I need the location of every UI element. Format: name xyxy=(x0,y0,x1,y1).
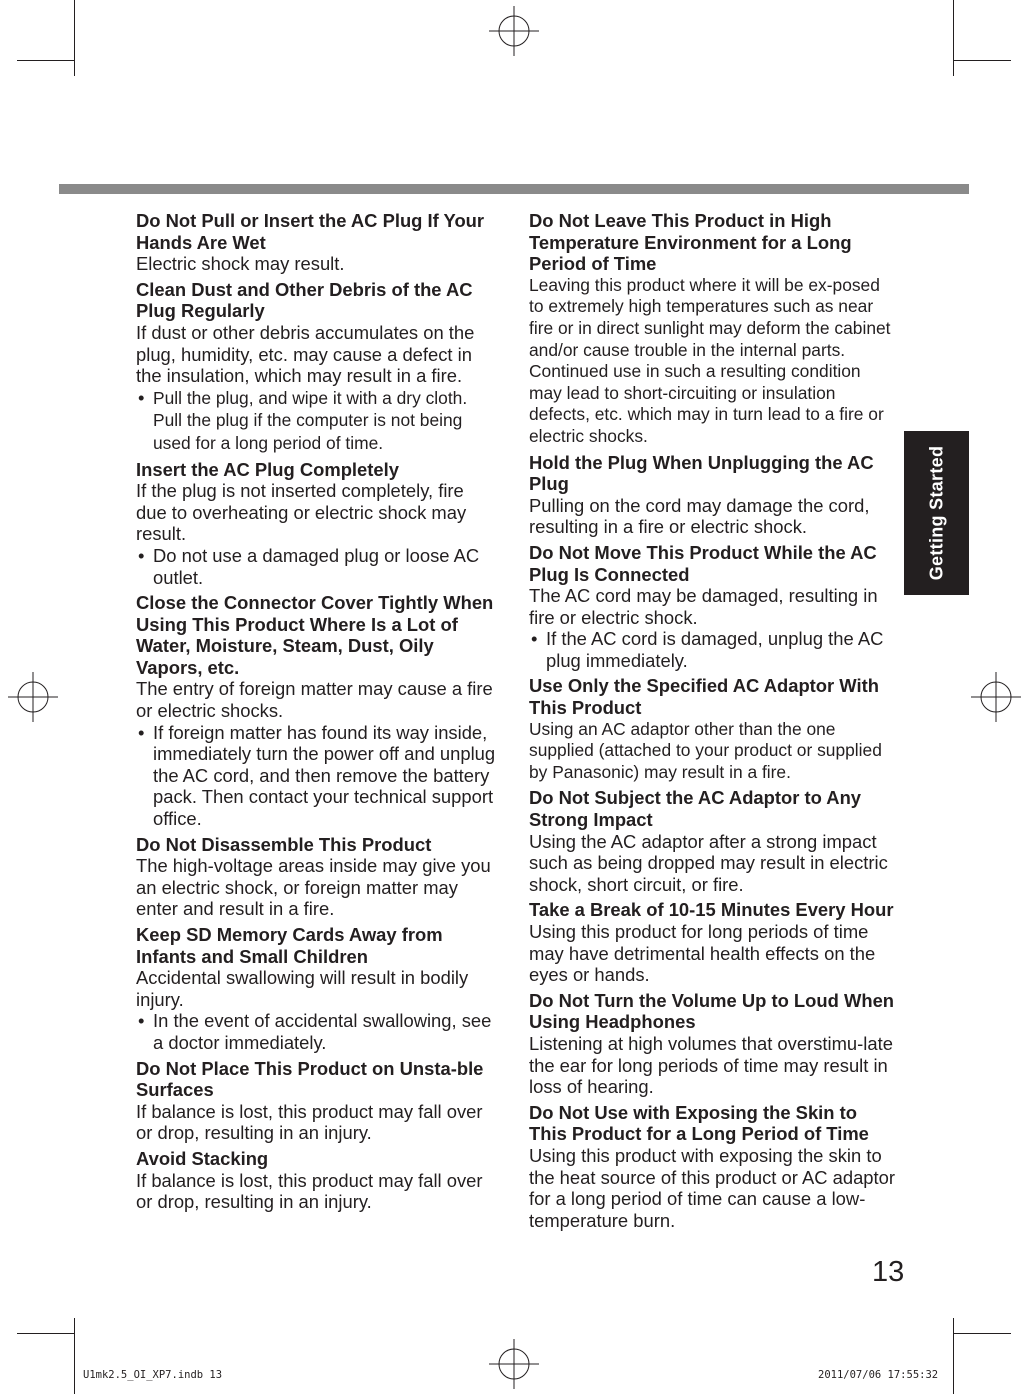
section-body: Using the AC adaptor after a strong impact such as being dropped may result in electric shock, short circuit, or fire. xyxy=(529,830,888,895)
registration-mark-icon xyxy=(8,672,58,722)
slug-datetime: 2011/07/06 17:55:32 xyxy=(818,1369,939,1381)
section-body: Leaving this product where it will be ex-posed to extremely high temperatures such as near fire or in direct sunlight may deform the cabinet and/or cause trouble in the internal parts. Continued use in such a resulting condition may lead to short-circuiting or insulation defects, etc. which may in turn lead to a fire or electric shocks. xyxy=(529,274,891,446)
section-body: Pulling on the cord may damage the cord, resulting in a fire or electric shock. xyxy=(529,494,870,538)
section xyxy=(529,990,895,1098)
section-body: If balance is lost, this product may fall over or drop, resulting in an injury. xyxy=(136,1100,483,1144)
section-heading: Avoid Stacking xyxy=(136,1147,269,1169)
section xyxy=(529,787,895,895)
section xyxy=(529,1102,895,1232)
bullet-icon: • xyxy=(138,386,145,408)
bullet-icon: • xyxy=(138,1010,145,1032)
bullet-item xyxy=(136,1010,498,1053)
side-tab xyxy=(904,431,969,595)
crop-mark xyxy=(74,1318,75,1394)
right-column xyxy=(529,210,895,1235)
section-body: The high-voltage areas inside may give you an electric shock, or foreign matter may enter and result in a fire. xyxy=(136,855,491,920)
crop-mark xyxy=(953,1318,954,1394)
section-body: Using this product for long periods of time may have detrimental health effects on the eyes or hands. xyxy=(529,921,876,986)
left-column xyxy=(136,210,498,1217)
section xyxy=(529,899,895,985)
section-body: Using this product with exposing the skin to the heat source of this product or AC adaptor for a long period of time can cause a low-temperature burn. xyxy=(529,1144,895,1231)
section-body: The entry of foreign matter may cause a fire or electric shocks. xyxy=(136,678,493,722)
section-heading: Do Not Pull or Insert the AC Plug If Your Hands Are Wet xyxy=(136,210,485,253)
section-body: If balance is lost, this product may fall over or drop, resulting in an injury. xyxy=(136,1169,483,1213)
section xyxy=(136,1058,498,1144)
section-body: Listening at high volumes that overstimu-late the ear for long periods of time may result in loss of hearing. xyxy=(529,1032,893,1098)
section-heading: Take a Break of 10-15 Minutes Every Hour xyxy=(529,899,894,921)
section xyxy=(136,459,498,589)
section xyxy=(529,675,895,783)
page-number: 13 xyxy=(872,1256,905,1288)
section-heading: Do Not Disassemble This Product xyxy=(136,833,432,855)
registration-mark-icon xyxy=(489,1339,539,1389)
bullet-item xyxy=(136,387,498,455)
section-body: Using an AC adaptor other than the one supplied (attached to your product or supplied by Panasonic) may result in a fire. xyxy=(529,718,882,782)
section-heading: Do Not Turn the Volume Up to Loud When Using Headphones xyxy=(529,989,895,1033)
section xyxy=(136,279,498,455)
section-heading: Do Not Leave This Product in High Temperature Environment for a Long Period of Time xyxy=(529,210,852,275)
bullet-item xyxy=(136,545,498,588)
section-heading: Keep SD Memory Cards Away from Infants and Small Children xyxy=(136,924,443,967)
registration-mark-icon xyxy=(489,6,539,56)
section xyxy=(136,834,498,920)
bullet-icon: • xyxy=(138,721,145,743)
crop-mark xyxy=(74,0,75,76)
crop-mark xyxy=(953,0,954,76)
section-body: If dust or other debris accumulates on the plug, humidity, etc. may cause a defect in the insulation, which may result in a fire. xyxy=(136,321,475,387)
bullet-text: Pull the plug, and wipe it with a dry cloth. Pull the plug if the computer is not being used for a long period of time. xyxy=(153,387,468,453)
crop-mark xyxy=(17,1333,75,1334)
section xyxy=(136,924,498,1054)
crop-mark xyxy=(953,1333,1011,1334)
crop-mark xyxy=(953,60,1011,61)
section xyxy=(529,452,895,538)
section-body: Electric shock may result. xyxy=(136,253,345,275)
bullet-icon: • xyxy=(138,544,145,566)
section-heading: Hold the Plug When Unplugging the AC Plug xyxy=(529,451,874,495)
crop-mark xyxy=(17,60,75,61)
section-body: The AC cord may be damaged, resulting in fire or electric shock. xyxy=(529,585,878,628)
bullet-item xyxy=(136,722,498,830)
section-heading: Do Not Subject the AC Adaptor to Any Strong Impact xyxy=(529,787,862,831)
section-heading: Do Not Move This Product While the AC Plug Is Connected xyxy=(529,541,877,585)
section xyxy=(529,210,895,448)
section-heading: Use Only the Specified AC Adaptor With This Product xyxy=(529,675,879,719)
section xyxy=(529,542,895,672)
bullet-item xyxy=(529,628,895,671)
section-body: If the plug is not inserted completely, fire due to overheating or electric shock may result. xyxy=(136,480,467,545)
section-body: Accidental swallowing will result in bodily injury. xyxy=(136,967,469,1010)
section-heading: Do Not Place This Product on Unsta-ble Surfaces xyxy=(136,1057,484,1101)
side-tab-label: Getting Started xyxy=(926,445,946,581)
section xyxy=(136,1148,498,1213)
bullet-text: Do not use a damaged plug or loose AC outlet. xyxy=(153,544,480,588)
header-rule xyxy=(59,184,969,194)
section-heading: Close the Connector Cover Tightly When Using This Product Where Is a Lot of Water, Moisture, Steam, Dust, Oily Vapors, etc. xyxy=(136,592,494,678)
section-heading: Do Not Use with Exposing the Skin to This Product for a Long Period of Time xyxy=(529,1101,869,1145)
slug-file: U1mk2.5_OI_XP7.indb 13 xyxy=(83,1369,223,1381)
section xyxy=(136,592,498,830)
section xyxy=(136,210,498,275)
bullet-text: In the event of accidental swallowing, see a doctor immediately. xyxy=(153,1010,492,1053)
section-heading: Insert the AC Plug Completely xyxy=(136,458,399,480)
section-heading: Clean Dust and Other Debris of the AC Plug Regularly xyxy=(136,278,473,322)
bullet-text: If the AC cord is damaged, unplug the AC plug immediately. xyxy=(546,628,884,671)
bullet-text: If foreign matter has found its way inside, immediately turn the power off and unplug the AC cord, and then remove the battery pack. Then contact your technical support office. xyxy=(153,721,496,830)
bullet-icon: • xyxy=(531,628,538,650)
registration-mark-icon xyxy=(971,672,1021,722)
